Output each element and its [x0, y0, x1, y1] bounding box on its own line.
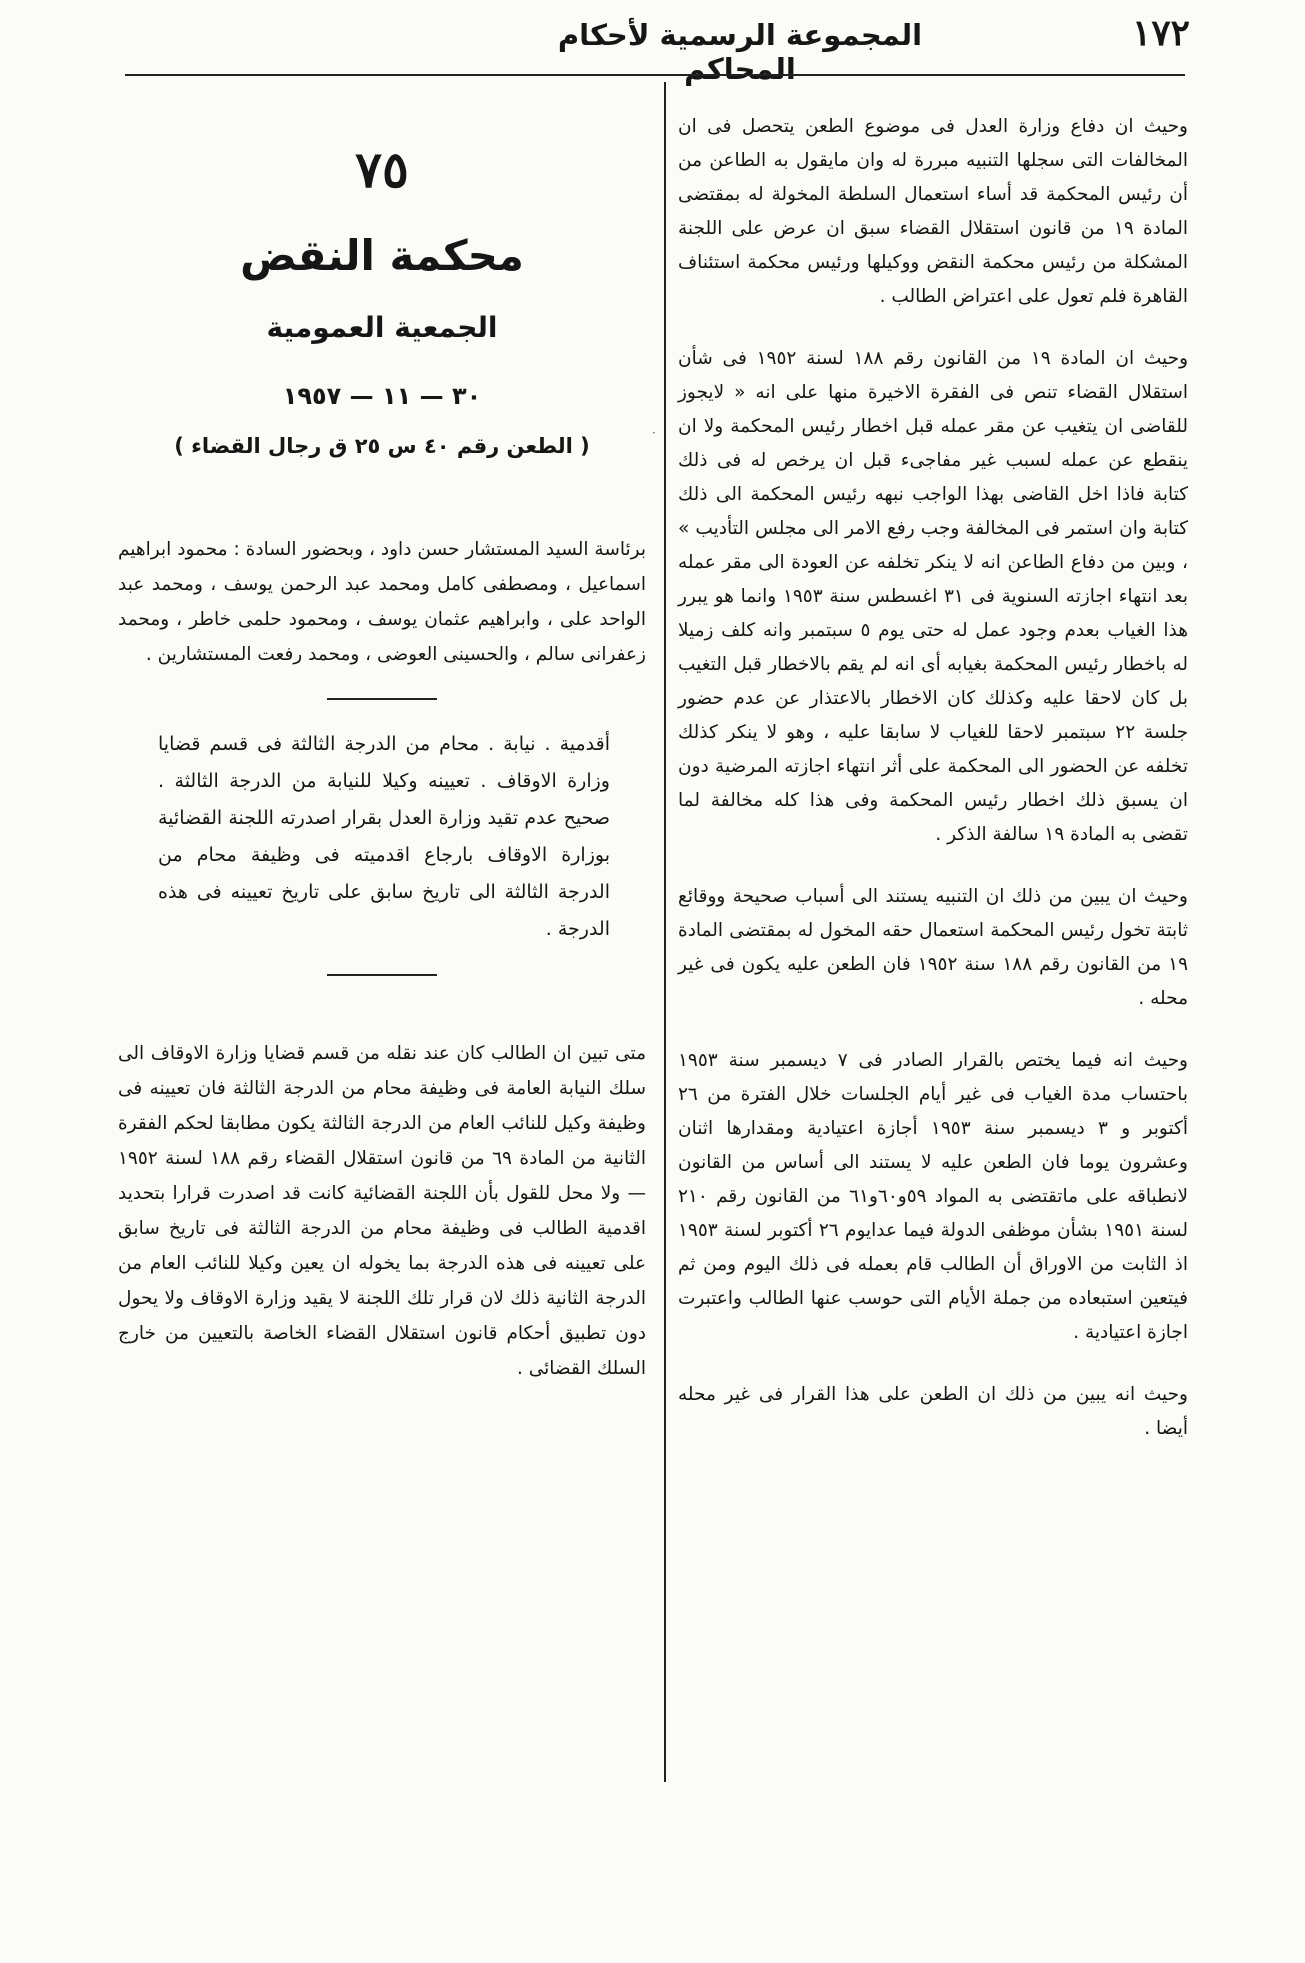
chamber-name: الجمعية العمومية	[266, 311, 498, 344]
headnote: أقدمية . نيابة . محام من الدرجة الثالثة فى قسم قضايا وزارة الاوقاف . تعيينه وكيلا للنيابة من الدرجة الثالثة . صحيح عدم تقيد وزارة العدل بقرار اصدرته اللجنة القضائية بوزارة الاوقاف بارجاع اقدميته فى وظيفة محام من الدرجة الثالثة الى تاريخ سابق على تاريخ تعيينه فى هذه الدرجة .	[158, 733, 610, 940]
scan-speck: ·	[652, 426, 656, 440]
running-title: المجموعة الرسمية لأحكام المحاكم	[557, 18, 923, 86]
legal-principle: متى تبين ان الطالب كان عند نقله من قسم قضايا وزارة الاوقاف الى سلك النيابة العامة فى وظيفة محام من الدرجة الثالثة فان تعيينه فى وظيفة وكيل للنائب العام من الدرجة الثالثة يكون مطابقا لحكم الفقرة الثانية من المادة ٦٩ من قانون استقلال القضاء رقم ١٨٨ لسنة ١٩٥٢ — ولا محل للقول بأن اللجنة القضائية كانت قد اصدرت قرارا بتحديد اقدمية الطالب فى وظيفة محام من الدرجة الثالثة فى تاريخ سابق على تعيينه فى هذه الدرجة بما يخوله ان يعين وكيلا للنائب العام من الدرجة الثانية ذلك لان قرار تلك اللجنة لا يقيد وزارة الاوقاف ولا يحول دون تطبيق أحكام قانون استقلال القضاء الخاصة بالتعيين من خارج السلك القضائى .	[118, 1043, 646, 1379]
bench-composition: برئاسة السيد المستشار حسن داود ، وبحضور السادة : محمود ابراهيم اسماعيل ، ومصطفى كامل ومحمد عبد الرحمن يوسف ، ومحمد عبد الواحد على ، وابراهيم عثمان يوسف ، ومحمود حلمى خاطر ، ومحمد زعفرانى سالم ، والحسينى العوضى ، ومحمد رفعت المستشارين .	[118, 539, 646, 665]
paragraph: وحيث ان المادة ١٩ من القانون رقم ١٨٨ لسنة ١٩٥٢ فى شأن استقلال القضاء تنص فى الفقرة الاخيرة منها على انه « لايجوز للقاضى ان يتغيب عن مقر عمله قبل اخطار رئيس المحكمة ولا ان ينقطع عن عمله لسبب غير مفاجىء قبل ان يرخص له فى ذلك كتابة فاذا اخل القاضى بهذا الواجب نبهه رئيس المحكمة الى ذلك كتابة وان استمر فى المخالفة وجب رفع الامر الى مجلس التأديب » ، وبين من دفاع الطاعن انه لا ينكر تخلفه عن العودة الى مقر عمله بعد انتهاء اجازته السنوية فى ٣١ اغسطس سنة ١٩٥٣ وانما هو يبرر هذا الغياب بعدم وجود عمل له حتى يوم ٥ سبتمبر وانه كلف زميلا له باخطار رئيس المحكمة بغيابه أى انه لم يقم بالاخطار قبل التغيب بل كان لاحقا عليه وكذلك كان الاخطار بالاعتذار عن عدم حضور جلسة ٢٢ سبتمبر لاحقا للغياب لا سابقا عليه ، وهو لا ينكر كذلك تخلفه عن الحضور الى المحكمة على أثر انتهاء اجازته المرضية دون ان يسبق ذلك اخطار رئيس المحكمة وفى هذا كله مخالفة لما تقضى به المادة ١٩ سالفة الذكر .	[678, 348, 1189, 845]
section-divider	[327, 974, 437, 976]
section-divider	[327, 698, 437, 700]
page-header	[120, 12, 1190, 86]
paragraph: وحيث انه يبين من ذلك ان الطعن على هذا القرار فى غير محله أيضا .	[678, 1384, 1188, 1439]
case-number: ٧٥	[355, 140, 409, 199]
appeal-reference: ( الطعن رقم ٤٠ س ٢٥ ق رجال القضاء )	[174, 434, 590, 458]
column-divider	[664, 82, 666, 1782]
page-number: ١٧٢	[1131, 12, 1190, 54]
header-rule	[125, 74, 1185, 76]
paragraph: وحيث ان يبين من ذلك ان التنبيه يستند الى أسباب صحيحة ووقائع ثابتة تخول رئيس المحكمة استعمال حقه المخول له بمقتضى المادة ١٩ من القانون رقم ١٨٨ سنة ١٩٥٢ فان الطعن عليه يكون فى غير محله .	[678, 886, 1189, 1009]
left-column	[118, 110, 646, 1386]
paragraph: وحيث ان دفاع وزارة العدل فى موضوع الطعن يتحصل فى ان المخالفات التى سجلها التنبيه مبررة له وان مايقول به الطاعن من أن رئيس المحكمة قد أساء استعمال السلطة المخولة له بمقتضى المادة ١٩ من قانون استقلال القضاء سبق ان عرض على اللجنة المشكلة من رئيس محكمة النقض ووكيلها ورئيس محكمة استئناف القاهرة فلم تعول على اعتراض الطالب .	[678, 116, 1189, 307]
right-column	[678, 110, 1188, 1474]
session-date: ٣٠ — ١١ — ١٩٥٧	[282, 382, 482, 410]
paragraph: وحيث انه فيما يختص بالقرار الصادر فى ٧ ديسمبر سنة ١٩٥٣ باحتساب مدة الغياب فى غير أيام الجلسات خلال الفترة من ٢٦ أكتوبر و ٣ ديسمبر سنة ١٩٥٣ أجازة اعتيادية ومقدارها اثنان وعشرون يوما فان الطعن عليه لا يستند الى أساس من القانون لانطباقه على ماتقتضى به المواد ٥٩و٦٠و٦١ من القانون رقم ٢١٠ لسنة ١٩٥١ بشأن موظفى الدولة فيما عدايوم ٢٦ أكتوبر لسنة ١٩٥٣ اذ الثابت من الاوراق أن الطالب قام بعمله فى ذلك اليوم ومن ثم فيتعين استبعاده من جملة الأيام التى حوسب عنها الطالب واعتبرت اجازة اعتيادية .	[678, 1050, 1188, 1343]
court-name: محكمة النقض	[240, 231, 524, 280]
